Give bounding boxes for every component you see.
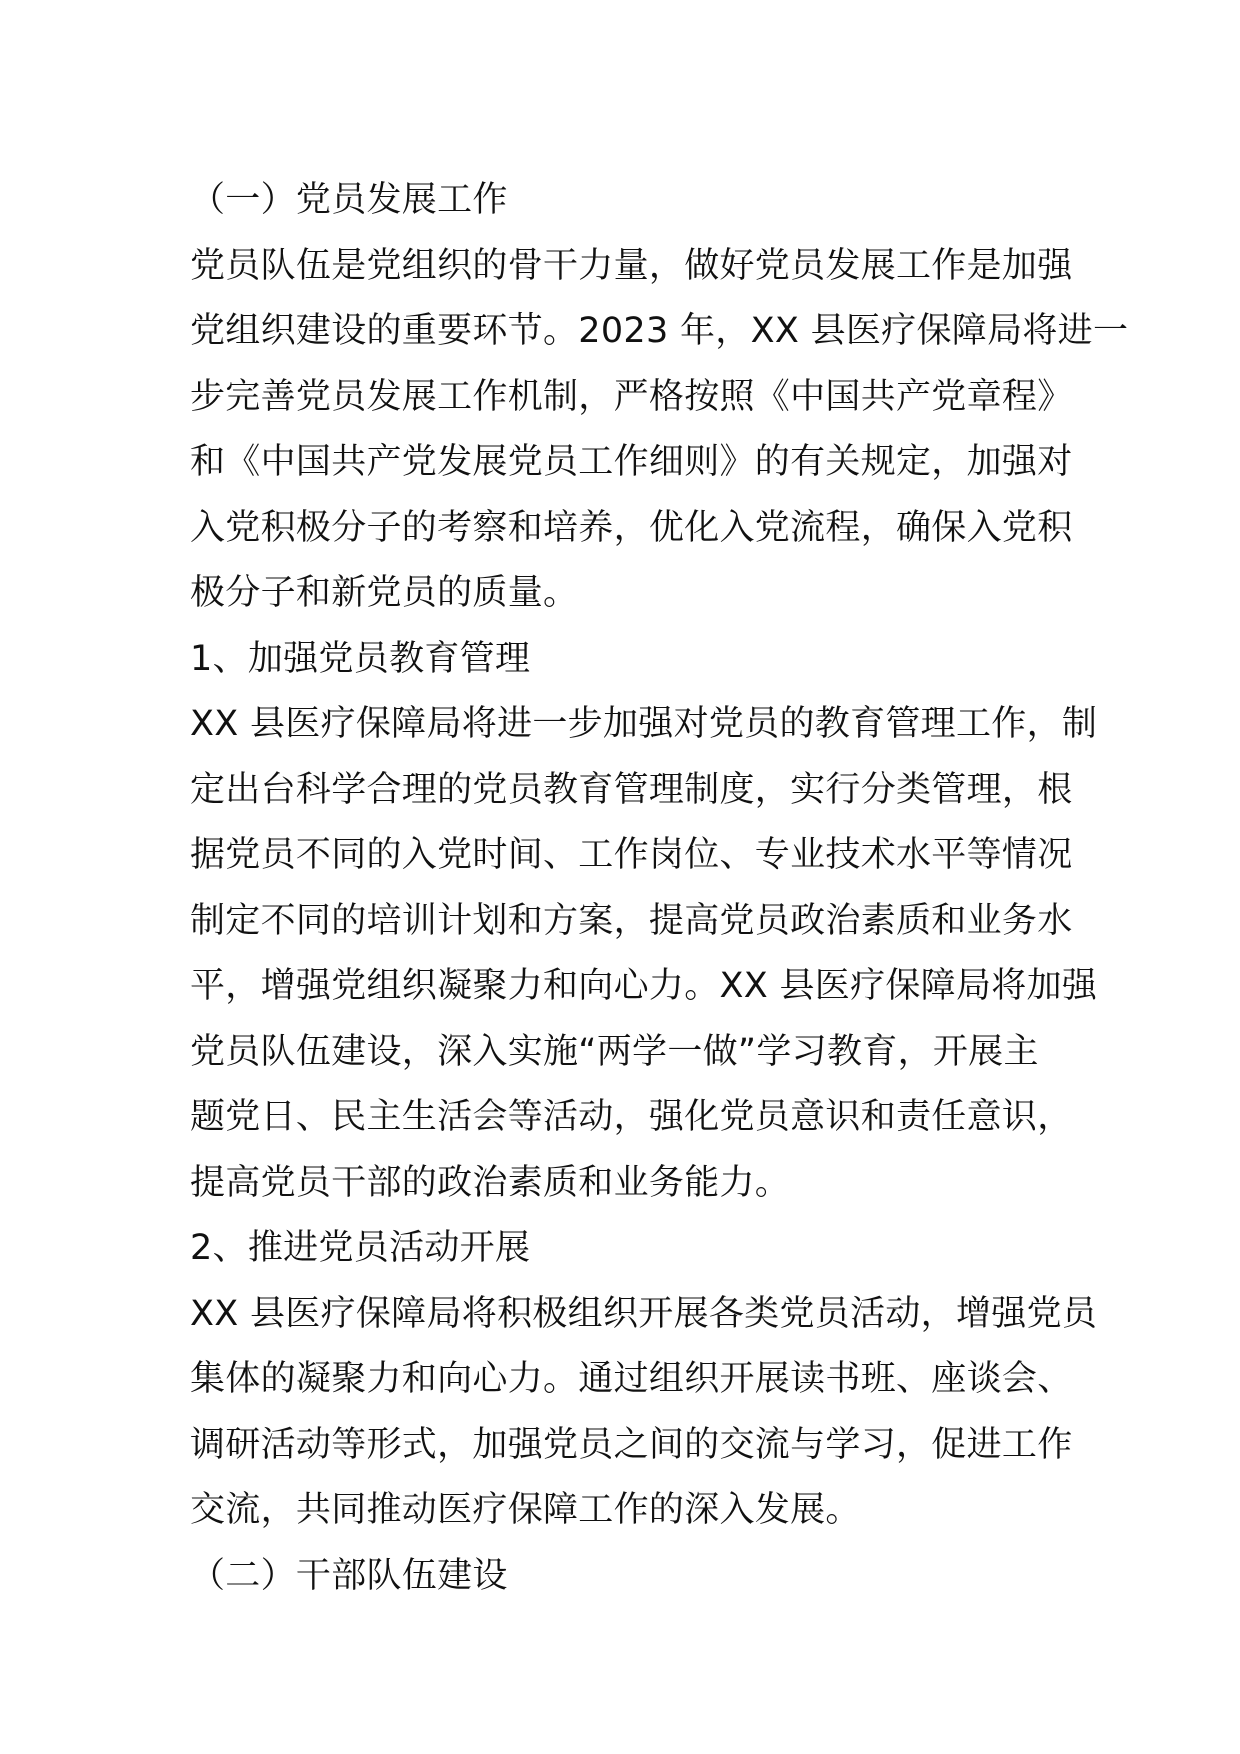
subheading-text: 1、加强党员教育管理 [190, 638, 531, 679]
paragraph-line: 平，增强党组织凝聚力和向心力。XX 县医疗保障局将加强 [190, 966, 1098, 1006]
paragraph-party-member-development [190, 234, 1129, 627]
subheading-text: 2、推进党员活动开展 [190, 1228, 531, 1268]
paragraph-line: 入党积极分子的考察和培养，优化入党流程，确保入党积 [190, 507, 1073, 548]
paragraph-line: 党员队伍建设，深入实施“两学一做”学习教育，开展主 [190, 1031, 1039, 1072]
document-body [190, 168, 1129, 1609]
section-heading-party-member-development [190, 168, 1070, 234]
paragraph-line: 调研活动等形式，加强党员之间的交流与学习，促进工作 [190, 1424, 1073, 1465]
paragraph-line: 集体的凝聚力和向心力。通过组织开展读书班、座谈会、 [190, 1359, 1073, 1399]
paragraph-line: 党员队伍是党组织的骨干力量，做好党员发展工作是加强 [190, 245, 1073, 286]
paragraph-line: 定出台科学合理的党员教育管理制度，实行分类管理，根 [190, 769, 1073, 810]
paragraph-line: 制定不同的培训计划和方案，提高党员政治素质和业务水 [190, 900, 1073, 941]
heading-text: （一）党员发展工作 [190, 180, 508, 220]
subheading-member-activities [190, 1216, 1070, 1282]
paragraph-line: 和《中国共产党发展党员工作细则》的有关规定，加强对 [190, 442, 1073, 482]
paragraph-line: 交流，共同推动医疗保障工作的深入发展。 [190, 1490, 861, 1530]
paragraph-education-management [190, 692, 1098, 1216]
subheading-education-management [190, 627, 1070, 693]
paragraph-line: 提高党员干部的政治素质和业务能力。 [190, 1162, 791, 1203]
paragraph-line: 极分子和新党员的质量。 [190, 573, 579, 613]
paragraph-line: 据党员不同的入党时间、工作岗位、专业技术水平等情况 [190, 835, 1073, 875]
section-heading-cadre-team-building [190, 1544, 1070, 1610]
paragraph-line: XX 县医疗保障局将积极组织开展各类党员活动，增强党员 [190, 1293, 1098, 1334]
heading-text: （二）干部队伍建设 [190, 1555, 508, 1596]
paragraph-line: XX 县医疗保障局将进一步加强对党员的教育管理工作，制 [190, 704, 1098, 744]
paragraph-member-activities [190, 1282, 1098, 1544]
paragraph-line: 题党日、民主生活会等活动，强化党员意识和责任意识， [190, 1097, 1073, 1137]
paragraph-line: 步完善党员发展工作机制，严格按照《中国共产党章程》 [190, 376, 1073, 417]
paragraph-line: 党组织建设的重要环节。2023 年，XX 县医疗保障局将进一 [190, 311, 1129, 351]
